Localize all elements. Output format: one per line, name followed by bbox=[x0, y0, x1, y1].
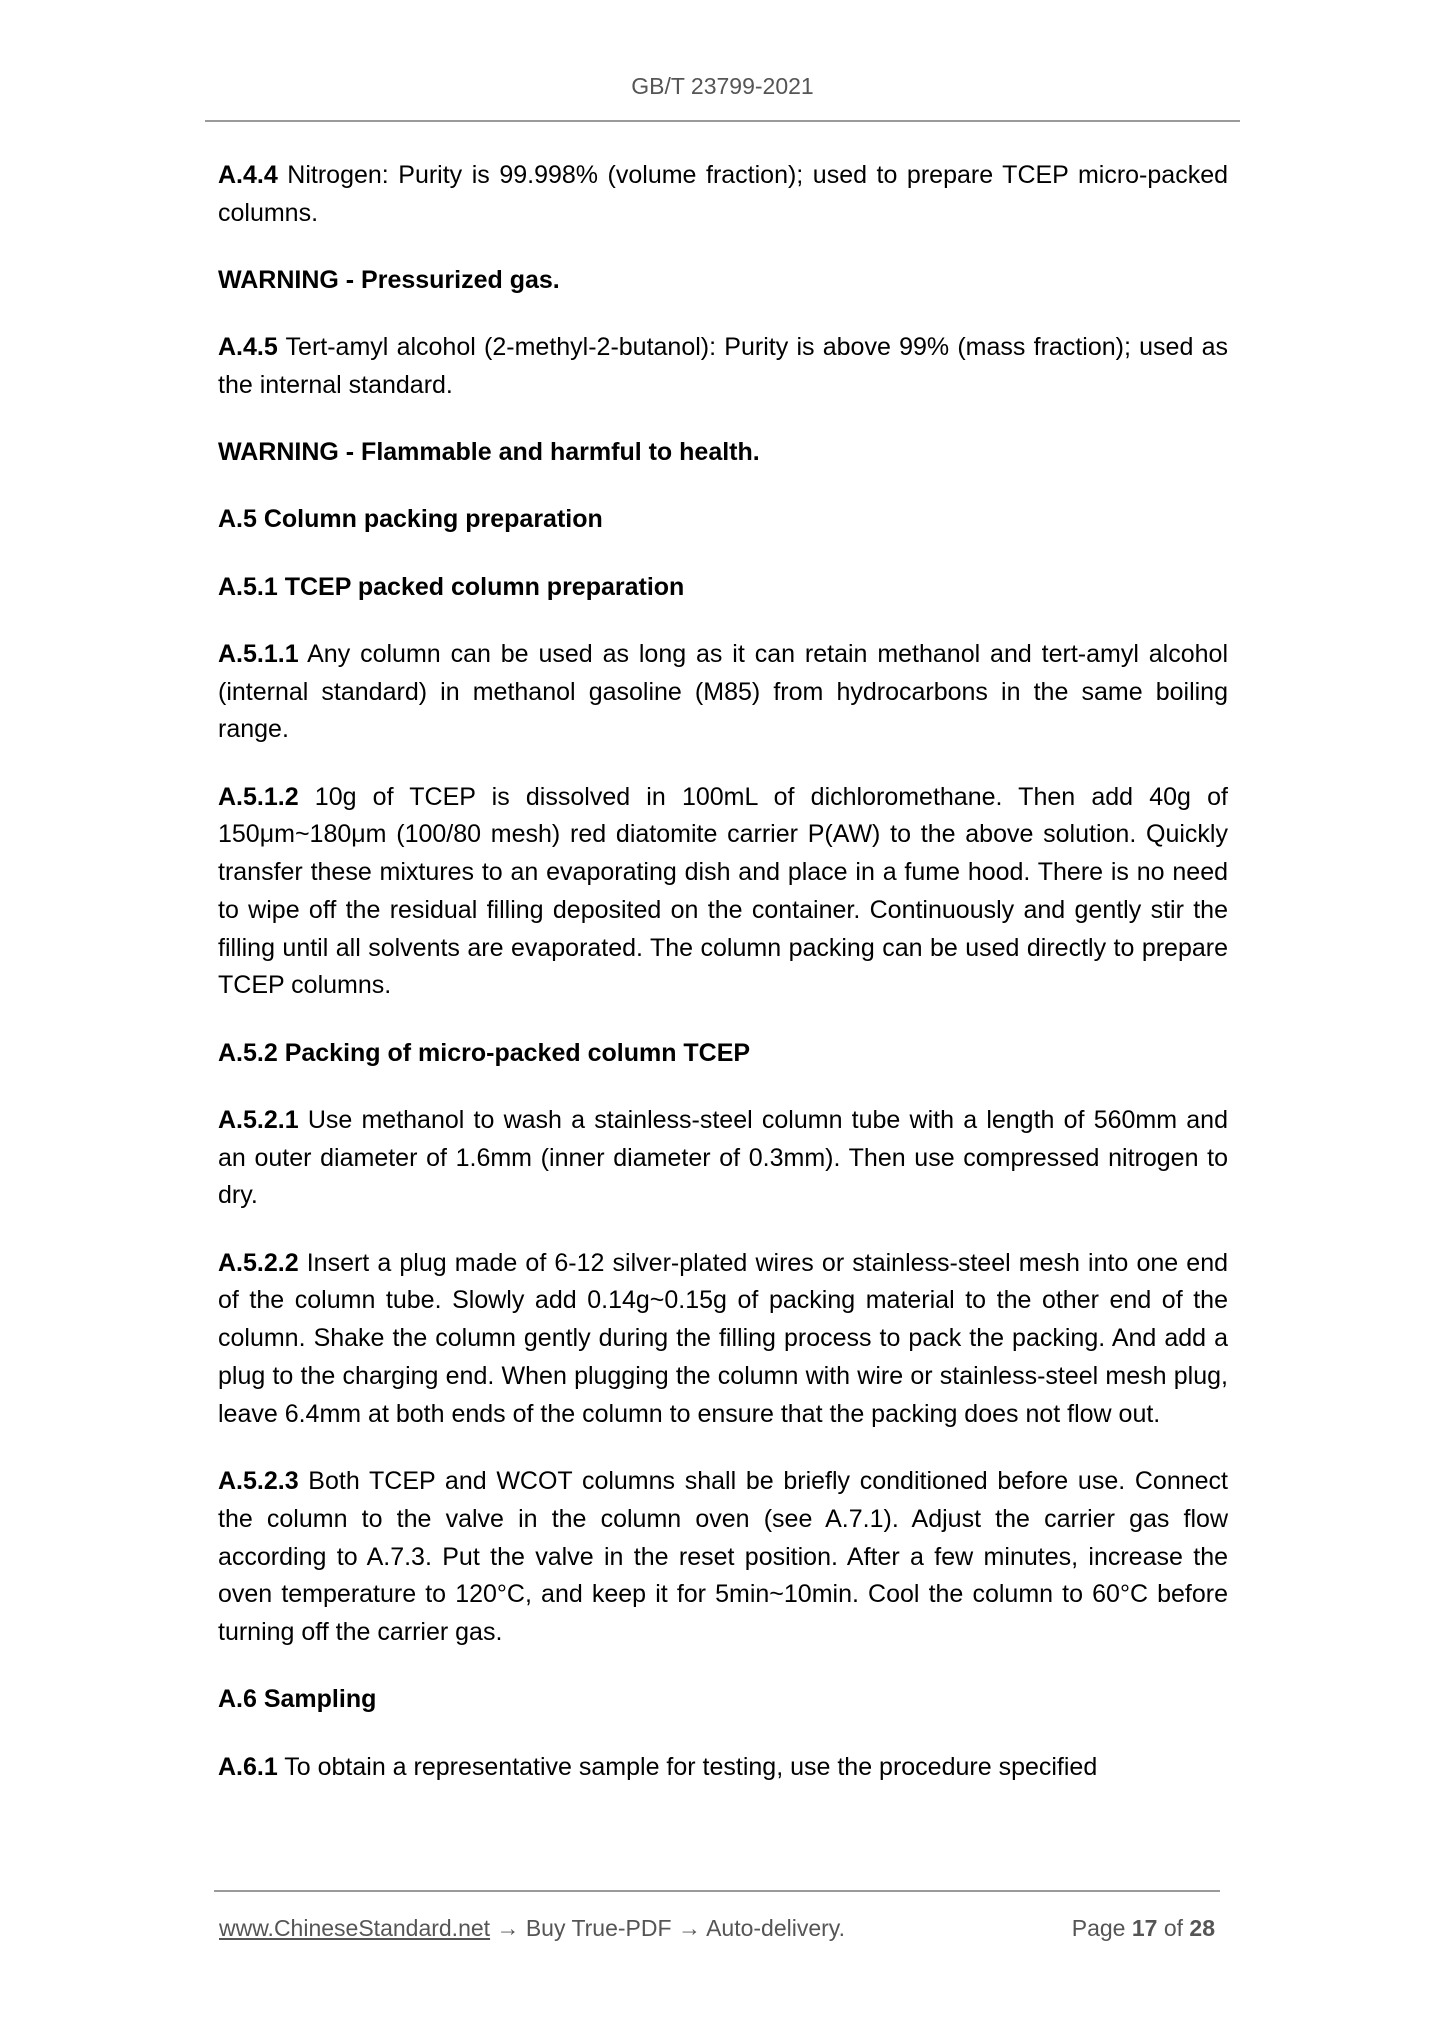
arrow-right-icon: → bbox=[490, 1915, 526, 1941]
section-heading-a-5: A.5 Column packing preparation bbox=[218, 505, 603, 534]
clause-a-4-4 bbox=[218, 157, 1228, 233]
warning-pressurized-gas: WARNING - Pressurized gas. bbox=[218, 265, 560, 294]
clause-a-5-2-1 bbox=[218, 1102, 1228, 1215]
delivery-text: Auto-delivery. bbox=[706, 1915, 845, 1941]
clause-a-5-2-3 bbox=[218, 1463, 1228, 1652]
clause-text: Tert-amyl alcohol (2-methyl-2-butanol): Purity is above 99% (mass fraction); used as the internal standard. bbox=[218, 333, 1228, 399]
page-footer bbox=[214, 1890, 1220, 1952]
page-label: Page bbox=[1071, 1915, 1132, 1941]
section-heading-a-5-1: A.5.1 TCEP packed column preparation bbox=[218, 572, 685, 601]
clause-a-5-1-1 bbox=[218, 636, 1228, 749]
warning-flammable: WARNING - Flammable and harmful to health. bbox=[218, 438, 760, 467]
clause-text: Any column can be used as long as it can retain methanol and tert-amyl alcohol (internal standard) in methanol gasoline (M85) from hydrocarbons in the same boiling range. bbox=[218, 639, 1228, 744]
page-total: 28 bbox=[1189, 1915, 1215, 1941]
clause-number: A.5.1.1 bbox=[218, 639, 299, 668]
page-number bbox=[1072, 1914, 1215, 1942]
clause-a-6-1 bbox=[218, 1749, 1228, 1787]
arrow-right-icon: → bbox=[671, 1915, 707, 1941]
buy-text: Buy True-PDF bbox=[525, 1915, 672, 1941]
clause-number: A.5.2.3 bbox=[218, 1467, 299, 1496]
clause-number: A.4.4 bbox=[218, 161, 278, 189]
clause-a-5-1-2 bbox=[218, 779, 1228, 1006]
page-current: 17 bbox=[1131, 1915, 1158, 1941]
clause-number: A.5.2.2 bbox=[218, 1248, 299, 1277]
document-body bbox=[218, 157, 1228, 1816]
website-link[interactable]: www.ChineseStandard.net bbox=[219, 1915, 491, 1941]
clause-number: A.5.1.2 bbox=[218, 782, 299, 811]
section-heading-a-6: A.6 Sampling bbox=[218, 1685, 377, 1714]
clause-text: To obtain a representative sample for testing, use the procedure specified bbox=[277, 1752, 1098, 1781]
clause-text: 10g of TCEP is dissolved in 100mL of dichloromethane. Then add 40g of 150μm~180μm (100/80 mesh) red diatomite carrier P(AW) to the above solution. Quickly transfer these mixtures to an evaporating dish and place in a fume hood. There is no need to wipe off the residual filling deposited on the container. Continuously and gently stir the filling until all solvents are evaporated. The column packing can be used directly to prepare TCEP columns. bbox=[218, 782, 1228, 1000]
clause-text: Use methanol to wash a stainless-steel column tube with a length of 560mm and an outer diameter of 1.6mm (inner diameter of 0.3mm). Then use compressed nitrogen to dry. bbox=[218, 1105, 1228, 1210]
clause-number: A.6.1 bbox=[218, 1752, 278, 1781]
section-heading-a-5-2: A.5.2 Packing of micro-packed column TCEP bbox=[218, 1038, 751, 1067]
page-header bbox=[205, 0, 1240, 122]
clause-number: A.4.5 bbox=[218, 333, 278, 362]
clause-number: A.5.2.1 bbox=[218, 1105, 299, 1134]
clause-text: Insert a plug made of 6-12 silver-plated wires or stainless-steel mesh into one end of the column tube. Slowly add 0.14g~0.15g of packing material to the other end of the column. Shake the column gently during the filling process to pack the packing. And add a plug to the charging end. When plugging the column with wire or stainless-steel mesh plug, leave 6.4mm at both ends of the column to ensure that the packing does not flow out. bbox=[218, 1248, 1228, 1428]
footer-promo bbox=[219, 1914, 845, 1942]
clause-a-4-5 bbox=[218, 329, 1228, 405]
clause-a-5-2-2 bbox=[218, 1245, 1228, 1434]
document-code: GB/T 23799-2021 bbox=[631, 73, 814, 99]
clause-text: Nitrogen: Purity is 99.998% (volume fraction); used to prepare TCEP micro-packed columns. bbox=[218, 161, 1228, 227]
clause-text: Both TCEP and WCOT columns shall be briefly conditioned before use. Connect the column to the valve in the column oven (see A.7.1). Adjust the carrier gas flow according to A.7.3. Put the valve in the reset position. After a few minutes, increase the oven temperature to 120°C, and keep it for 5min~10min. Cool the column to 60°C before turning off the carrier gas. bbox=[218, 1467, 1228, 1647]
page-of: of bbox=[1157, 1915, 1190, 1941]
